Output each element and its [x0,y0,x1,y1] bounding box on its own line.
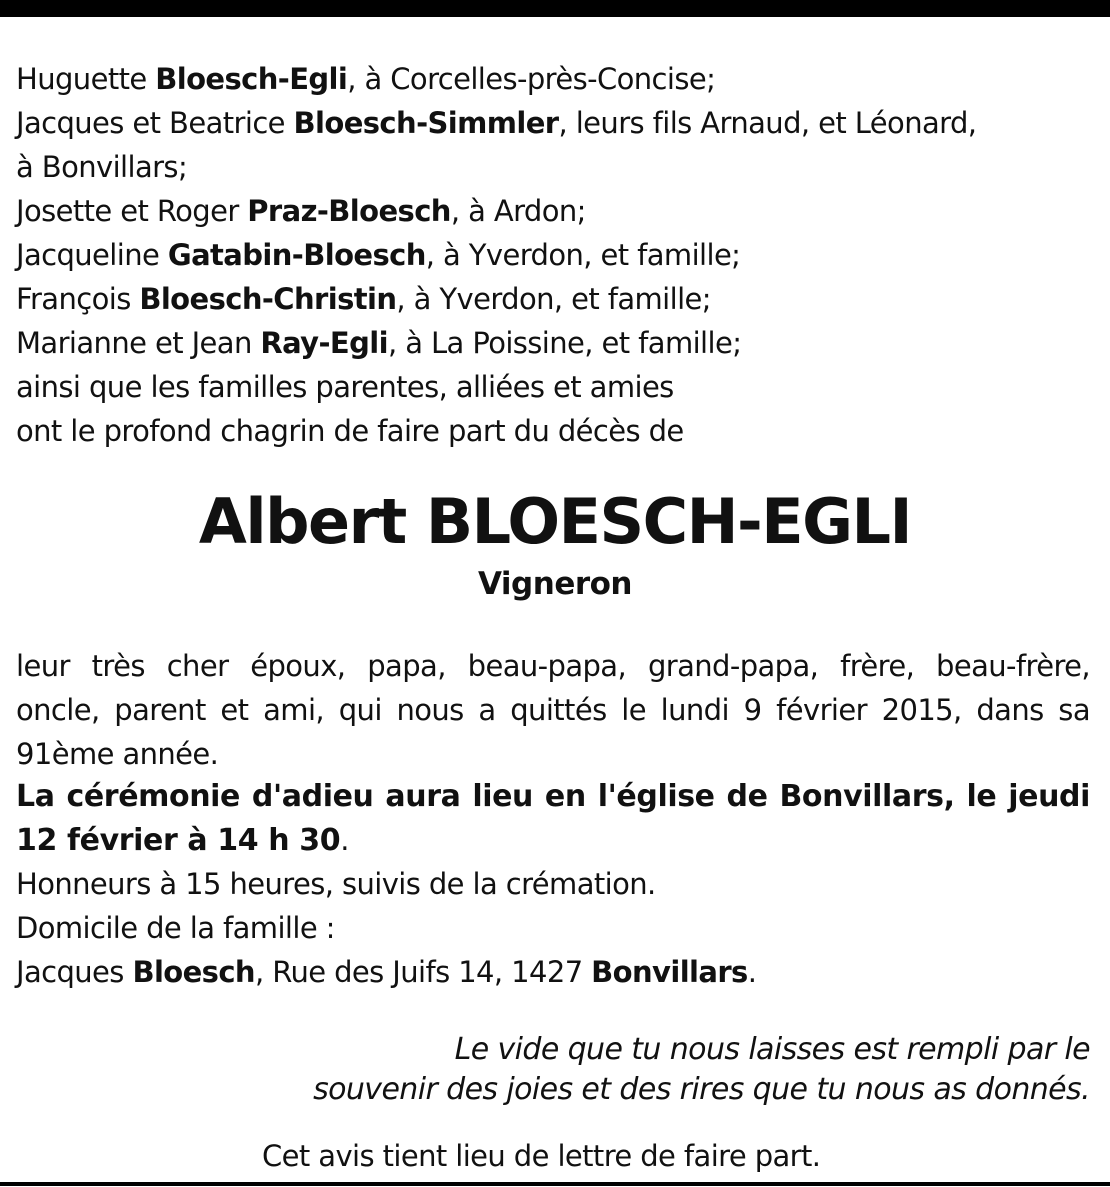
ceremony-line: La cérémonie d'adieu aura lieu en l'église de Bonvillars, le jeudi [16,779,1090,814]
family-line [16,189,1096,233]
deceased-name: Albert BLOESCH-EGLI [198,485,912,558]
bottom-border-rule [0,1182,1110,1186]
family-line [16,321,1096,365]
ceremony-date-line [16,818,1090,862]
family-line [16,57,1096,101]
deceased-profession: Vigneron [477,566,632,602]
ceremony-date-end: . [340,823,349,857]
family-line-surname: Ray-Egli [260,326,388,360]
family-line-text: ont le profond chagrin de faire part du décès de [16,414,684,448]
top-border-rule [0,0,1110,17]
domicile-address [16,950,1090,994]
family-line-text: Marianne et Jean [16,326,261,360]
domicile-town: Bonvillars [591,955,748,989]
family-line [16,365,1096,409]
tribute-line: leur très cher époux, papa, beau-papa, grand-papa, frère, beau-frère, [16,649,1090,683]
ceremony-date: 12 février à 14 h 30 [16,823,341,858]
family-line [16,409,1096,453]
tribute-line: 91ème année. [16,737,219,771]
family-line-text: Jacqueline [16,238,168,272]
family-line-text: , à Yverdon, et famille; [425,238,741,272]
family-line-text: , à La Poissine, et famille; [387,326,742,360]
family-line-text: Josette et Roger [16,194,248,228]
family-line [16,145,1096,189]
domicile-text: Jacques [16,955,133,989]
family-line-text: Huguette [16,62,156,96]
family-list [16,57,1096,453]
family-line-text: ainsi que les familles parentes, alliées et amies [16,370,674,404]
family-line-surname: Bloesch-Simmler [293,106,559,140]
family-line-surname: Gatabin-Bloesch [167,238,426,272]
domicile-text: . [747,955,757,989]
family-line-text: Jacques et Beatrice [16,106,294,140]
domicile-text: , Rue des Juifs 14, 1427 [254,955,592,989]
honours-line: Honneurs à 15 heures, suivis de la crémation. [16,867,656,901]
tribute-line: oncle, parent et ami, qui nous a quittés le lundi 9 février 2015, dans sa [16,693,1090,727]
quote-line: Le vide que tu nous laisses est rempli par le [454,1032,1090,1067]
domicile-label: Domicile de la famille : [16,911,335,945]
quote-line: souvenir des joies et des rires que tu nous as donnés. [313,1072,1090,1107]
family-line-text: , à Yverdon, et famille; [396,282,711,316]
family-line-text: François [16,282,140,316]
family-line [16,277,1096,321]
family-line-surname: Bloesch-Christin [139,282,397,316]
family-line-surname: Bloesch-Egli [155,62,348,96]
announcement-body [16,644,1090,994]
closing-note: Cet avis tient lieu de lettre de faire part. [262,1139,821,1173]
family-line [16,101,1096,145]
memorial-quote [200,1030,1090,1110]
family-line-text: , à Corcelles-près-Concise; [347,62,716,96]
family-line [16,233,1096,277]
family-line-text: , leurs fils Arnaud, et Léonard, [558,106,977,140]
family-line-text: à Bonvillars; [16,150,188,184]
family-line-surname: Praz-Bloesch [247,194,451,228]
family-line-text: , à Ardon; [450,194,586,228]
domicile-surname: Bloesch [132,955,255,989]
